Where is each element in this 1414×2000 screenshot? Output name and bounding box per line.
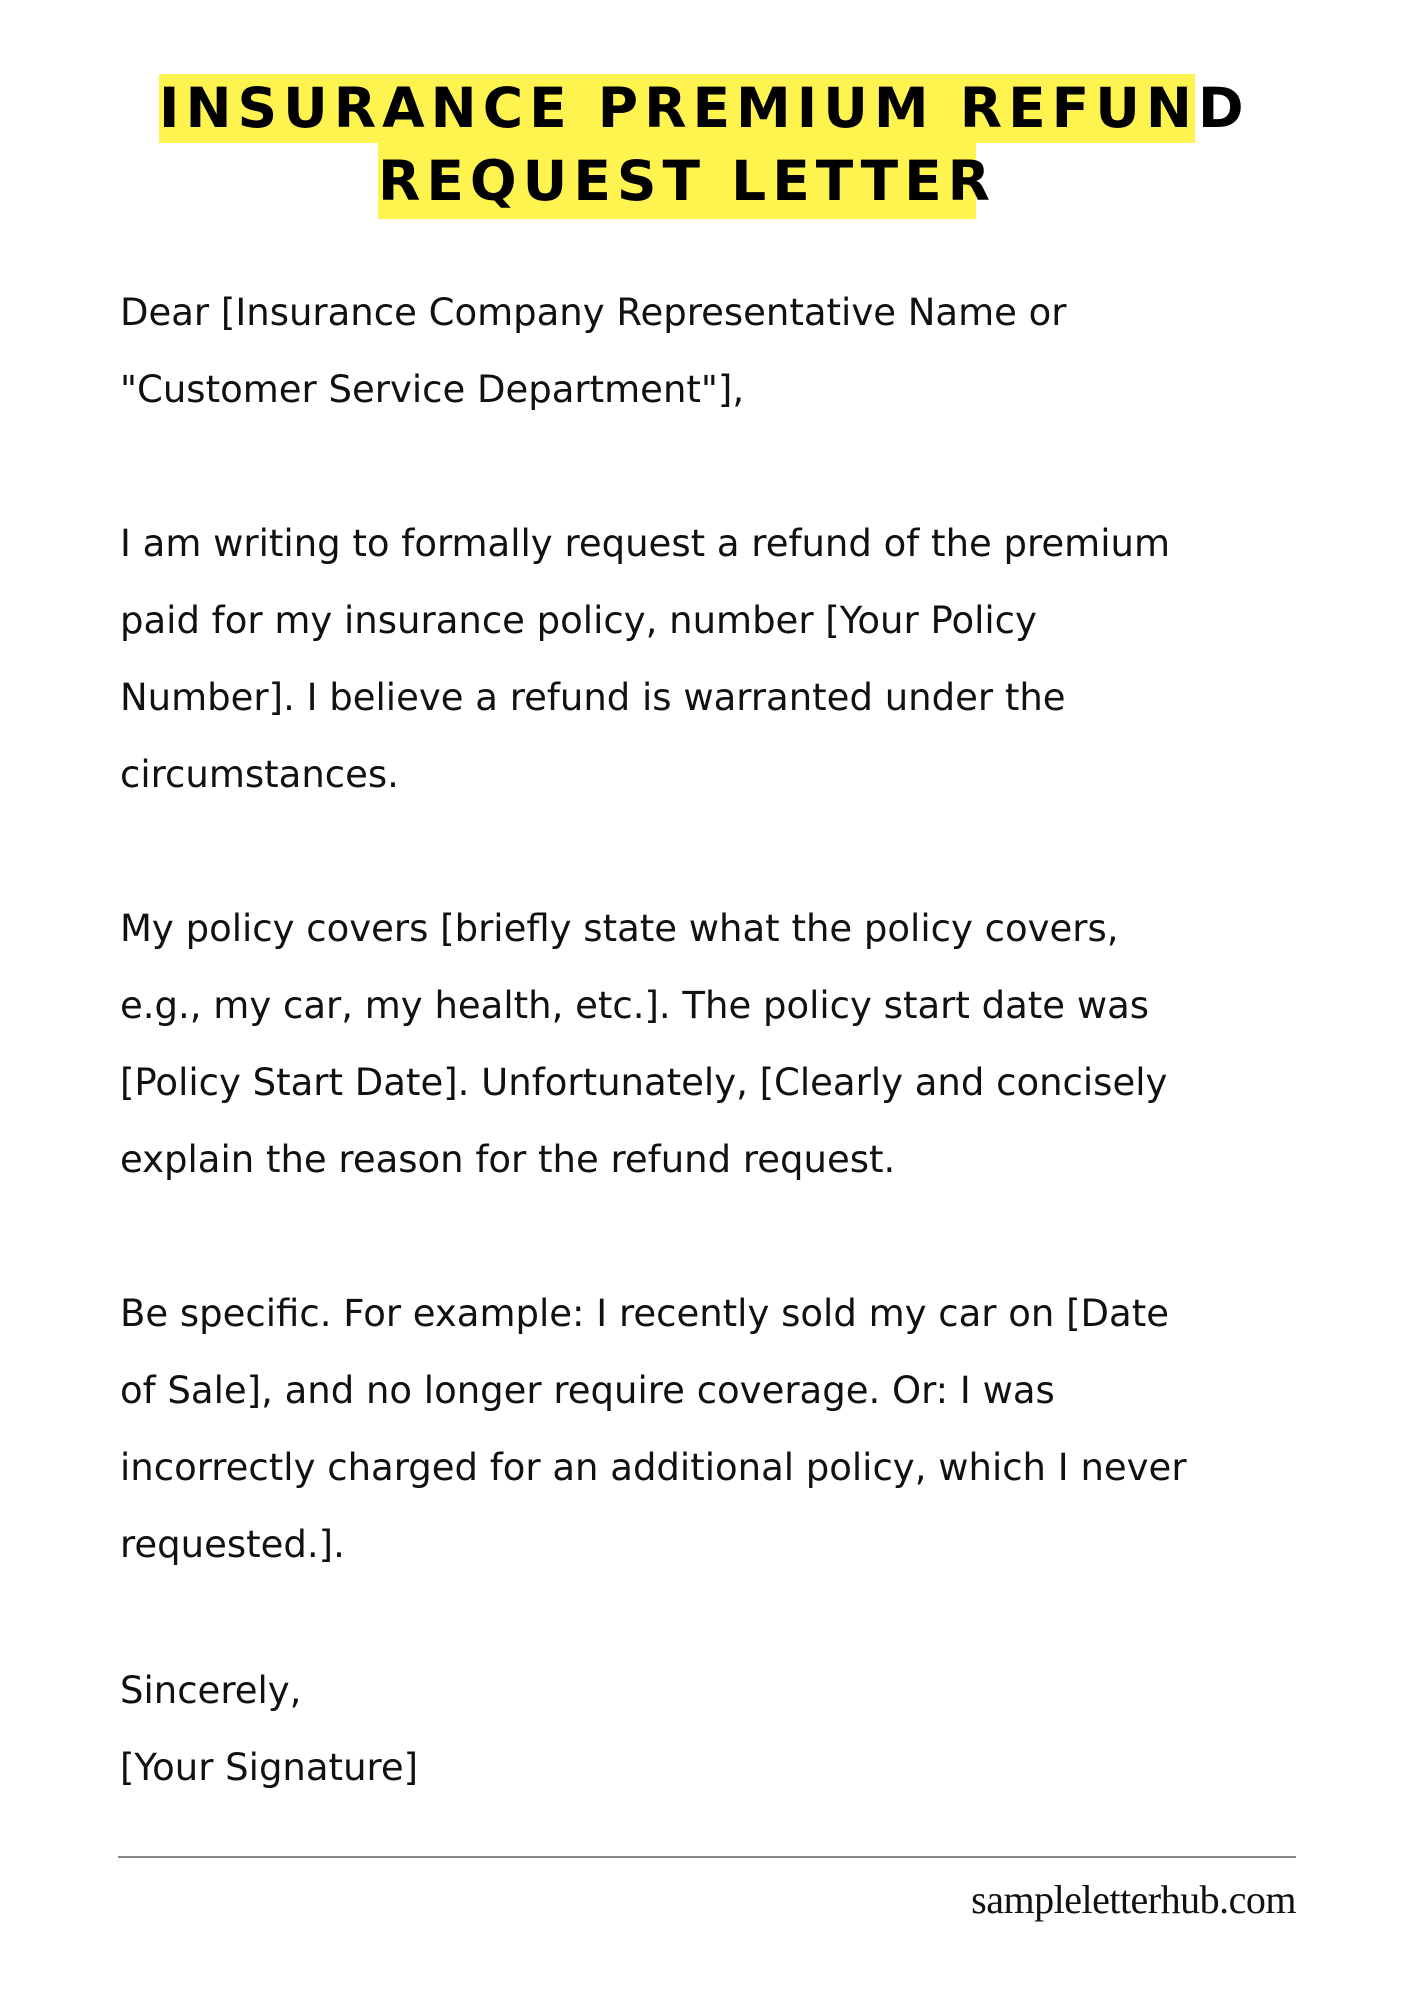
letter-body (120, 274, 1360, 1660)
paragraph-line: incorrectly charged for an additional policy, which I never (120, 1446, 1187, 1489)
footer-divider (118, 1856, 1296, 1858)
valediction: Sincerely, (120, 1669, 302, 1712)
letter-closing (120, 1652, 418, 1806)
paragraph-policy-details (120, 890, 1360, 1198)
paragraph-line: My policy covers [briefly state what the policy covers, (120, 907, 1119, 950)
paragraph-request (120, 505, 1360, 813)
paragraph-example (120, 1275, 1360, 1583)
salutation-line: Dear [Insurance Company Representative Name or (120, 291, 1067, 334)
title-line-2: REQUEST LETTER (378, 143, 976, 219)
paragraph-line: e.g., my car, my health, etc.]. The policy start date was (120, 984, 1150, 1027)
footer-site-name: sampleletterhub.com (971, 1877, 1296, 1922)
paragraph-line: Be specific. For example: I recently sold my car on [Date (120, 1292, 1169, 1335)
paragraph-line: explain the reason for the refund request. (120, 1138, 896, 1181)
title-line-1: INSURANCE PREMIUM REFUND (159, 74, 1195, 143)
paragraph-line: [Policy Start Date]. Unfortunately, [Clearly and concisely (120, 1061, 1168, 1104)
salutation-line: "Customer Service Department"], (120, 368, 745, 411)
paragraph-line: Number]. I believe a refund is warranted under the (120, 676, 1066, 719)
signature-placeholder: [Your Signature] (120, 1746, 419, 1789)
paragraph-line: paid for my insurance policy, number [Your Policy (120, 599, 1037, 642)
salutation (120, 274, 1360, 428)
paragraph-line: requested.]. (120, 1523, 345, 1566)
paragraph-line: I am writing to formally request a refund of the premium (120, 522, 1171, 565)
paragraph-line: of Sale], and no longer require coverage. Or: I was (120, 1369, 1055, 1412)
paragraph-line: circumstances. (120, 753, 399, 796)
